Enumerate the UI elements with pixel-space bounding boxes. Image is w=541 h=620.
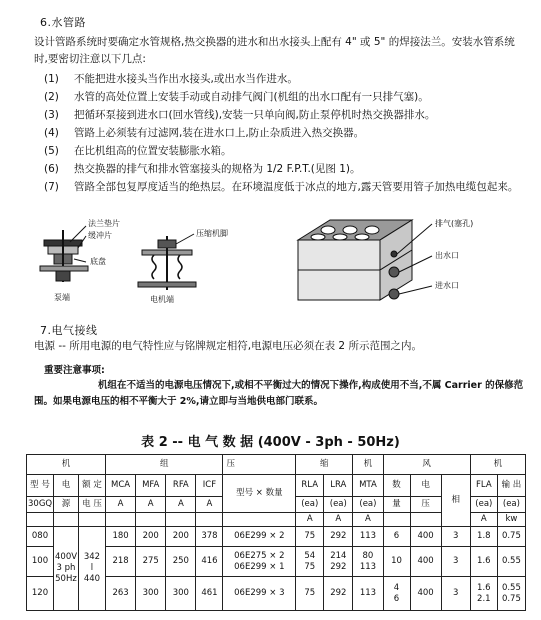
cell-qty: 6: [383, 527, 410, 547]
header-qty-2: 量: [383, 497, 410, 513]
cell-rfa: 250: [166, 547, 196, 577]
header-rated-2: 电 压: [78, 497, 105, 513]
header-lra-2: (ea): [324, 497, 353, 513]
cell-lra: 214 292: [324, 547, 353, 577]
cell-mfa: 200: [136, 527, 166, 547]
label-base: 底盘: [90, 257, 106, 266]
header-qty: 数: [383, 475, 410, 497]
cell-fla: 1.8: [470, 527, 497, 547]
cell-mca: 218: [106, 547, 136, 577]
cell-compressor: 06E275 × 2 06E299 × 1: [223, 547, 296, 577]
header-rla-2: (ea): [296, 497, 324, 513]
cell-mca: 263: [106, 577, 136, 611]
header-rla-unit: A: [296, 513, 324, 527]
cell-model: 080: [27, 527, 54, 547]
cell-volt: 400: [410, 577, 441, 611]
cell-qty: 10: [383, 547, 410, 577]
list-item: (4) 管路上必须装有过滤网,装在进水口上,防止杂质进入热交换器。: [44, 127, 365, 139]
header-lra: LRA: [324, 475, 353, 497]
header-fla-unit: A: [470, 513, 497, 527]
group-header-unit: 机: [27, 455, 106, 475]
cell-rfa: 200: [166, 527, 196, 547]
header-phase: 相: [441, 475, 470, 527]
header-rated: 额 定: [78, 475, 105, 497]
cell-phase: 3: [441, 527, 470, 547]
note-title: 重要注意事项:: [44, 365, 105, 376]
header-mfa-unit: A: [136, 497, 166, 513]
header-model: 型 号: [27, 475, 54, 497]
cell-phase: 3: [441, 547, 470, 577]
cell-power-supply: 400V 3 ph 50Hz: [54, 527, 79, 611]
cell-icf: 378: [196, 527, 223, 547]
header-icf: ICF: [196, 475, 223, 497]
cell-mca: 180: [106, 527, 136, 547]
header-icf-unit: A: [196, 497, 223, 513]
cell-rated-voltage: 342 l 440: [78, 527, 105, 611]
cell-volt: 400: [410, 547, 441, 577]
cell-rla: 75: [296, 527, 324, 547]
cell-qty: 4 6: [383, 577, 410, 611]
cell-mfa: 275: [136, 547, 166, 577]
cell-fla: 1.6: [470, 547, 497, 577]
header-lra-unit: A: [324, 513, 353, 527]
section-6-title: 6.水管路: [40, 16, 86, 29]
cell-fla: 1.6 2.1: [470, 577, 497, 611]
group-header-compressor-3: 机: [353, 455, 383, 475]
cell-mta: 80 113: [353, 547, 383, 577]
label-water-inlet: 进水口: [435, 281, 459, 290]
label-vent-plug: 排气(塞孔): [435, 219, 474, 228]
header-rfa: RFA: [166, 475, 196, 497]
cell-output: 0.75: [497, 527, 525, 547]
cell-icf: 461: [196, 577, 223, 611]
note-text: 机组在不适当的电源电压情况下,或相不平衡过大的情况下操作,构成使用不当,不属 Carrier 的保修范围。如果电源电压的相不平衡大于 2%,请立即与当地供电部门联系。: [34, 380, 524, 407]
header-compressor-model: 型号 × 数量: [223, 475, 296, 513]
heat-exchanger-figure: [290, 210, 530, 310]
label-water-outlet: 出水口: [435, 251, 459, 260]
cell-compressor: 06E299 × 3: [223, 577, 296, 611]
cell-rla: 54 75: [296, 547, 324, 577]
list-item: (3) 把循环泵接到进水口(回水管线),安装一只单向阀,防止泵停机时热交换器排水。: [44, 109, 436, 121]
electrical-data-table: [26, 454, 526, 611]
header-fla: FLA: [470, 475, 497, 497]
list-item: (6) 热交换器的排气和排水管塞接头的规格为 1/2 F.P.T.(见图 1)。: [44, 163, 361, 175]
group-header-compressor: 压: [223, 455, 296, 475]
cell-mta: 113: [353, 577, 383, 611]
list-item: (7) 管路全部包复厚度适当的绝热层。在环境温度低于冰点的地方,露天管要用管子加热电缆包起来。: [44, 181, 519, 193]
cell-rfa: 300: [166, 577, 196, 611]
table-row: [27, 527, 526, 547]
header-rla: RLA: [296, 475, 324, 497]
group-header-group: 组: [106, 455, 223, 475]
header-power: 电: [54, 475, 79, 497]
section-7-title: 7.电气接线: [40, 324, 98, 337]
list-item: (2) 水管的高处位置上安装手动或自动排气阀门(机组的出水口配有一只排气塞)。: [44, 91, 429, 103]
header-mta-2: (ea): [353, 497, 383, 513]
header-power-2: 源: [54, 497, 79, 513]
cell-rla: 75: [296, 577, 324, 611]
header-mfa: MFA: [136, 475, 166, 497]
heat-exchanger-drawing: [290, 210, 530, 310]
cell-mfa: 300: [136, 577, 166, 611]
label-flange-gasket: 法兰垫片: [88, 219, 120, 228]
mounting-figure: [34, 212, 254, 312]
cell-volt: 400: [410, 527, 441, 547]
header-output: 输 出: [497, 475, 525, 497]
table-header-row: [27, 475, 526, 497]
section-6-list: [44, 70, 524, 196]
header-mca-unit: A: [106, 497, 136, 513]
label-pump-end: 泵端: [54, 293, 70, 302]
header-rfa-unit: A: [166, 497, 196, 513]
cell-output: 0.55: [497, 547, 525, 577]
list-item: (5) 在比机组高的位置安装膨胀水箱。: [44, 145, 232, 157]
list-item: (1) 不能把进水接头当作出水接头,或出水当作进水。: [44, 73, 298, 85]
cell-model: 100: [27, 547, 54, 577]
header-volt: 电: [410, 475, 441, 497]
header-mta-unit: A: [353, 513, 383, 527]
label-buffer: 缓冲片: [88, 231, 112, 240]
cell-lra: 292: [324, 577, 353, 611]
header-output-3: kw: [497, 513, 525, 527]
section-7-intro: 电源 -- 所用电源的电气特性应与铭牌规定相符,电源电压必须在表 2 所示范围之内。: [34, 340, 422, 352]
cell-lra: 292: [324, 527, 353, 547]
cell-compressor: 06E299 × 2: [223, 527, 296, 547]
header-output-2: (ea): [497, 497, 525, 513]
table-title: 表 2 -- 电 气 数 据 (400V - 3ph - 50Hz): [141, 435, 400, 450]
group-header-compressor-2: 缩: [296, 455, 353, 475]
header-fla-2: (ea): [470, 497, 497, 513]
table-group-header-row: [27, 455, 526, 475]
cell-output: 0.55 0.75: [497, 577, 525, 611]
header-mca: MCA: [106, 475, 136, 497]
header-volt-2: 压: [410, 497, 441, 513]
group-header-fan-2: 机: [470, 455, 525, 475]
header-model-sub: 30GQ: [27, 497, 54, 513]
cell-phase: 3: [441, 577, 470, 611]
cell-mta: 113: [353, 527, 383, 547]
cell-icf: 416: [196, 547, 223, 577]
section-6-intro: 设计管路系统时要确定水管规格,热交换器的进水和出水接头上配有 4" 或 5" 的焊接法兰。安装水管系统时,要密切注意以下几点:: [34, 36, 515, 65]
group-header-fan: 风: [383, 455, 470, 475]
label-compressor-foot: 压缩机脚: [196, 229, 228, 238]
header-mta: MTA: [353, 475, 383, 497]
label-motor-end: 电机端: [150, 295, 174, 304]
cell-model: 120: [27, 577, 54, 611]
